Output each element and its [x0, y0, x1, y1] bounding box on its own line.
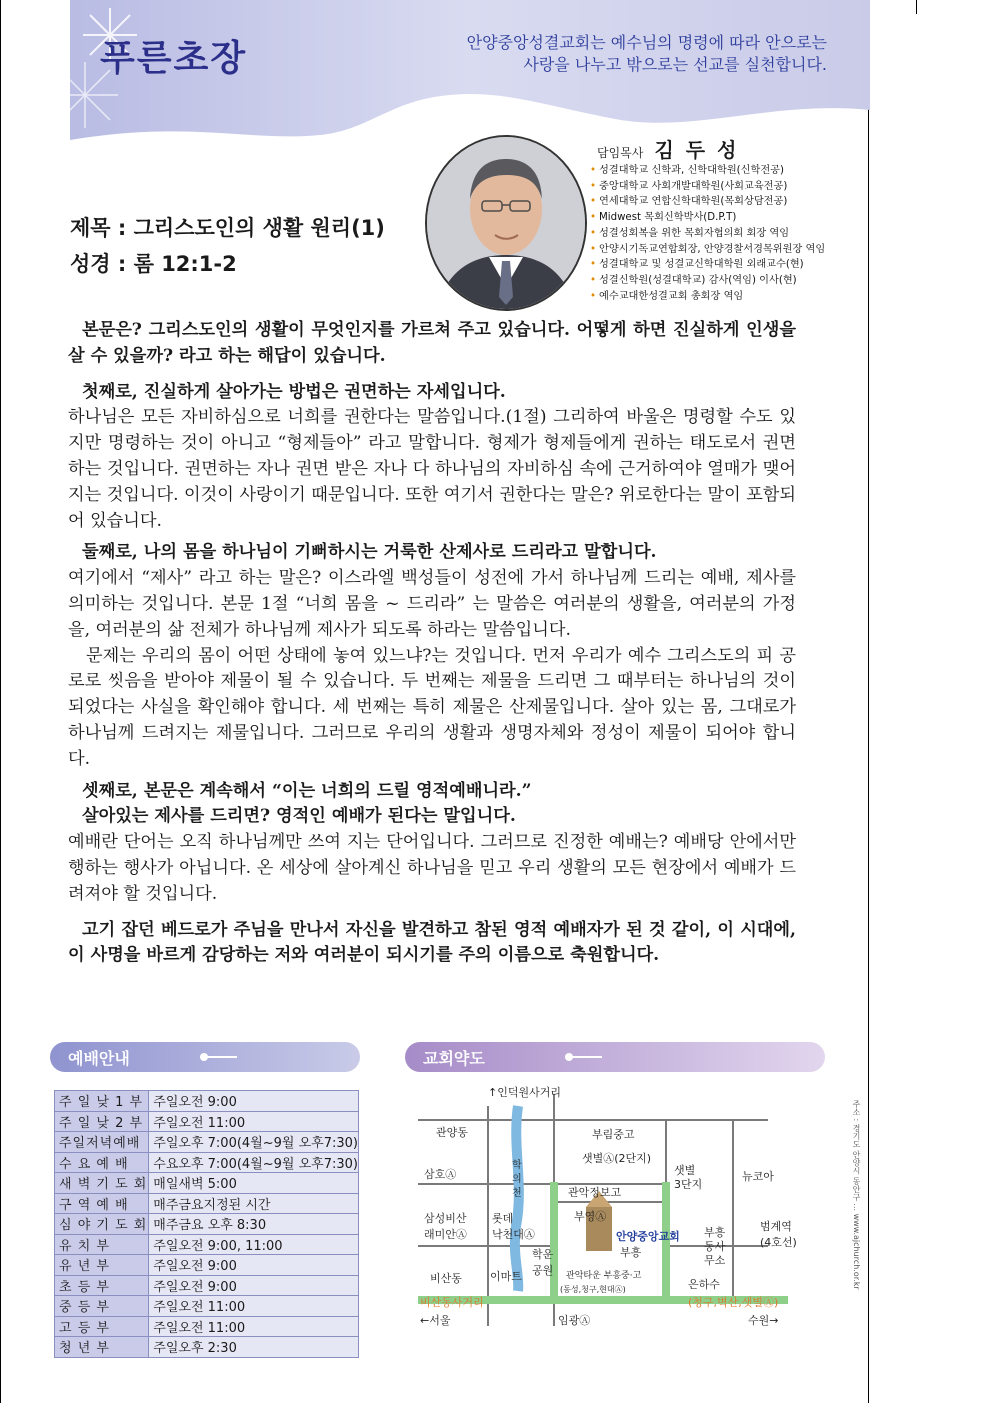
worship-row: [55, 1255, 359, 1276]
map-label: 동사: [704, 1240, 726, 1253]
credential-item: • 연세대학교 연합신학대학원(목회상담전공): [590, 194, 825, 210]
worship-row: [55, 1214, 359, 1235]
point-three-heading: 셋째로, 본문은 계속해서 “이는 너희의 드릴 영적예배니라.”: [82, 780, 532, 801]
worship-service-time: 주일오후 7:00(4월~9월 오후7:30): [149, 1132, 359, 1153]
worship-row: [55, 1316, 359, 1337]
worship-row: [55, 1193, 359, 1214]
worship-service-name: 초 등 부: [55, 1275, 149, 1296]
closing-blessing: 고기 잡던 베드로가 주님을 만나서 자신을 발견하고 참된 영적 예배자가 된 것 같이, 이 시대에, 이 사명을 바르게 감당하는 저와 여러분이 되시기를 주의 이름으로 축원합니다.: [68, 919, 796, 966]
point-two-text: 여기에서 “제사” 라고 하는 말은? 이스라엘 백성들이 성전에 가서 하나님께 드리는 예배, 제사를 의미하는 것입니다. 본문 1절 “너희 몸을 ~ 드리라” 는 말씀은 여러분의 생활을, 여러분의 가정을, 여러분의 삶 전체가 하나님께 제사가 되도록 하라는 말씀입니다.: [68, 568, 796, 640]
sermon-scripture: 성경 : 롬 12:1-2: [70, 252, 237, 276]
worship-service-time: 수요오후 7:00(4월~9월 오후7:30): [149, 1152, 359, 1173]
map-label: 부영Ⓐ: [574, 1210, 607, 1223]
map-label: 학: [512, 1160, 522, 1171]
map-label: 뉴코아: [742, 1170, 774, 1183]
pastor-heading: [597, 134, 748, 163]
worship-service-time: 주일오전 11:00: [149, 1316, 359, 1337]
worship-section-header: [50, 1042, 360, 1072]
worship-service-name: 심 야 기 도 회: [55, 1214, 149, 1235]
sermon-body: [68, 318, 796, 969]
pastor-portrait: [425, 135, 587, 311]
point-two-text-continued: 문제는 우리의 몸이 어떤 상태에 놓여 있느냐?는 것입니다. 먼저 우리가 예수 그리스도의 피 공로로 씻음을 받아야 제물이 될 수 있습니다. 두 번째는 제물을 드리면 그 때부터는 하나님의 것이 되었다는 사실을 확인해야 합니다. 세 번째는 특히 제물은 산제물입니다. 살아 있는 몸, 그대로가 하나님께 드려지는 제물입니다. 그러므로 우리의 생활과 생명자체와 정성이 제물이 되어야 합니다.: [68, 645, 796, 769]
worship-service-time: 주일오전 9:00: [149, 1255, 359, 1276]
map-label: (청구,벽산,샛별Ⓐ): [688, 1296, 779, 1309]
address-sidenote: 주소 : 경기도 안양시 동안구 ... www.ajchurch.or.kr: [852, 1100, 861, 1290]
credential-item: • 안양시기독교연합회장, 안양경찰서경목위원장 역임: [590, 242, 825, 258]
point-three-subheading: 살아있는 제사를 드리면? 영적인 예배가 된다는 말입니다.: [82, 806, 516, 827]
map-label: 수원→: [748, 1314, 779, 1327]
portrait-illustration: [427, 137, 585, 309]
map-section-header: [405, 1042, 825, 1072]
worship-service-time: 주일오전 11:00: [149, 1111, 359, 1132]
sermon-heading: [70, 210, 385, 282]
worship-service-time: 주일오전 9:00: [149, 1091, 359, 1112]
left-border-line: [0, 0, 1, 1403]
pastor-role: 담임목사: [597, 146, 644, 160]
worship-service-name: 주 일 낮 2 부: [55, 1111, 149, 1132]
map-label: 공원: [532, 1264, 554, 1277]
credential-item: • 중앙대학교 사회개발대학원(사회교육전공): [590, 179, 825, 195]
worship-row: [55, 1132, 359, 1153]
worship-service-name: 중 등 부: [55, 1296, 149, 1317]
worship-service-name: 유 년 부: [55, 1255, 149, 1276]
worship-service-name: 청 년 부: [55, 1337, 149, 1358]
credential-item: • 성결신학원(성결대학교) 감사(역임) 이사(현): [590, 273, 825, 289]
worship-schedule-table: [54, 1090, 359, 1358]
map-label: 관양동: [436, 1126, 468, 1139]
worship-row: [55, 1275, 359, 1296]
map-label: 3단지: [674, 1178, 703, 1191]
map-label: 부흥: [620, 1246, 642, 1259]
credential-item: • 성결대학교 및 성결교신학대학원 외래교수(현): [590, 257, 825, 273]
worship-row: [55, 1173, 359, 1194]
worship-service-name: 유 치 부: [55, 1234, 149, 1255]
credential-item: • 성결대학교 신학과, 신학대학원(신학전공): [590, 163, 825, 179]
map-label: ↑인덕원사거리: [488, 1086, 561, 1099]
worship-row: [55, 1234, 359, 1255]
worship-section-title: 예배안내: [68, 1049, 130, 1068]
pastor-name: 김두성: [654, 138, 749, 162]
sermon-title: 제목 : 그리스도인의 생활 원리(1): [70, 216, 385, 240]
worship-service-time: 주일오전 9:00: [149, 1275, 359, 1296]
right-border-line: [868, 0, 869, 1403]
worship-service-time: 매주금요지정된 시간: [149, 1193, 359, 1214]
map-label: 부흥: [704, 1226, 726, 1239]
motto-line-1: 안양중앙성결교회는 예수님의 명령에 따라 안으로는: [466, 33, 827, 52]
worship-service-time: 매일새벽 5:00: [149, 1173, 359, 1194]
map-label: 학운: [532, 1248, 554, 1261]
worship-row: [55, 1091, 359, 1112]
church-location-map: [408, 1086, 842, 1340]
map-label: 비산동: [430, 1272, 462, 1285]
worship-service-name: 수 요 예 배: [55, 1152, 149, 1173]
map-label: (4호선): [760, 1236, 797, 1249]
worship-service-time: 주일오전 9:00, 11:00: [149, 1234, 359, 1255]
far-right-border-line: [916, 0, 917, 14]
worship-service-time: 매주금요 오후 8:30: [149, 1214, 359, 1235]
map-label: 이마트: [490, 1270, 522, 1283]
credential-item: • 성결성회복을 위한 목회자협의회 회장 역임: [590, 226, 825, 242]
worship-row: [55, 1337, 359, 1358]
worship-service-time: 주일오후 2:30: [149, 1337, 359, 1358]
slider-knob-icon: [205, 1056, 237, 1058]
map-label: ←서울: [420, 1314, 451, 1327]
credential-item: • Midwest 목회신학박사(D.P.T): [590, 210, 825, 226]
worship-row: [55, 1152, 359, 1173]
newsletter-brand: 푸른초장: [100, 38, 248, 79]
map-label: 래미안Ⓐ: [424, 1228, 467, 1241]
map-label: 샛별: [674, 1164, 696, 1177]
map-label: 부림중고: [592, 1128, 635, 1141]
slider-knob-icon: [570, 1056, 602, 1058]
church-motto: [467, 32, 827, 76]
worship-service-name: 주일저녁예배: [55, 1132, 149, 1153]
worship-service-name: 구 역 예 배: [55, 1193, 149, 1214]
point-three-text: 예배란 단어는 오직 하나님께만 쓰여 지는 단어입니다. 그러므로 진정한 예배는? 예배당 안에서만 행하는 행사가 아닙니다. 온 세상에 살아계신 하나님을 믿고 우리 생활의 모든 현장에서 예배가 드려져야 할 것입니다.: [68, 832, 796, 904]
map-label: 무소: [704, 1254, 726, 1267]
map-label: 삼성비산: [424, 1212, 467, 1225]
worship-service-name: 고 등 부: [55, 1316, 149, 1337]
worship-service-time: 주일오전 11:00: [149, 1296, 359, 1317]
worship-row: [55, 1111, 359, 1132]
map-label: 은하수: [688, 1278, 720, 1291]
map-section-title: 교회약도: [423, 1049, 485, 1068]
worship-row: [55, 1296, 359, 1317]
map-label: 관악타운 부흥중·고: [566, 1271, 642, 1281]
map-label: 의: [512, 1174, 522, 1185]
motto-line-2: 사랑을 나누고 밖으로는 선교를 실천합니다.: [523, 55, 827, 74]
map-label-church: 안양중앙교회: [616, 1230, 680, 1243]
map-label: 롯데: [492, 1212, 514, 1225]
point-one-heading: 첫째로, 진실하게 살아가는 방법은 권면하는 자세입니다.: [82, 381, 506, 402]
map-label: 범계역: [760, 1220, 792, 1233]
worship-service-name: 주 일 낮 1 부: [55, 1091, 149, 1112]
map-label: 천: [512, 1188, 522, 1199]
credential-item: • 예수교대한성결교회 총회장 역임: [590, 289, 825, 305]
map-label: 비산동사거리: [420, 1296, 484, 1309]
pastor-credentials: [590, 163, 825, 304]
map-label: 관악정보고: [568, 1186, 622, 1199]
map-label: 샛별Ⓐ(2단지): [582, 1152, 652, 1165]
map-label: 삼호Ⓐ: [424, 1168, 457, 1181]
map-label: (동성,청구,현대Ⓐ): [560, 1285, 626, 1294]
point-two-heading: 둘째로, 나의 몸을 하나님이 기뻐하시는 거룩한 산제사로 드리라고 말합니다.: [82, 542, 657, 563]
intro-paragraph: 본문은? 그리스도인의 생활이 무엇인지를 가르쳐 주고 있습니다. 어떻게 하면 진실하게 인생을 살 수 있을까? 라고 하는 해답이 있습니다.: [68, 320, 796, 366]
map-label: 낙천대Ⓐ: [492, 1228, 535, 1241]
worship-service-name: 새 벽 기 도 회: [55, 1173, 149, 1194]
map-label: 임광Ⓐ: [558, 1314, 591, 1327]
point-one-text: 하나님은 모든 자비하심으로 너희를 권한다는 말씀입니다.(1절) 그리하여 바울은 명령할 수도 있지만 명령하는 것이 아니고 “형제들아” 라고 말합니다. 형제가 형제들에게 권하는 태도로서 권면하는 것입니다. 권면하는 자나 권면 받은 자나 다 하나님의 자비하심 속에 근거하여야 열매가 맺어지는 것입니다. 이것이 사랑이기 때문입니다. 또한 여기서 권한다는 말은? 위로한다는 말이 포함되어 있습니다.: [68, 407, 796, 531]
